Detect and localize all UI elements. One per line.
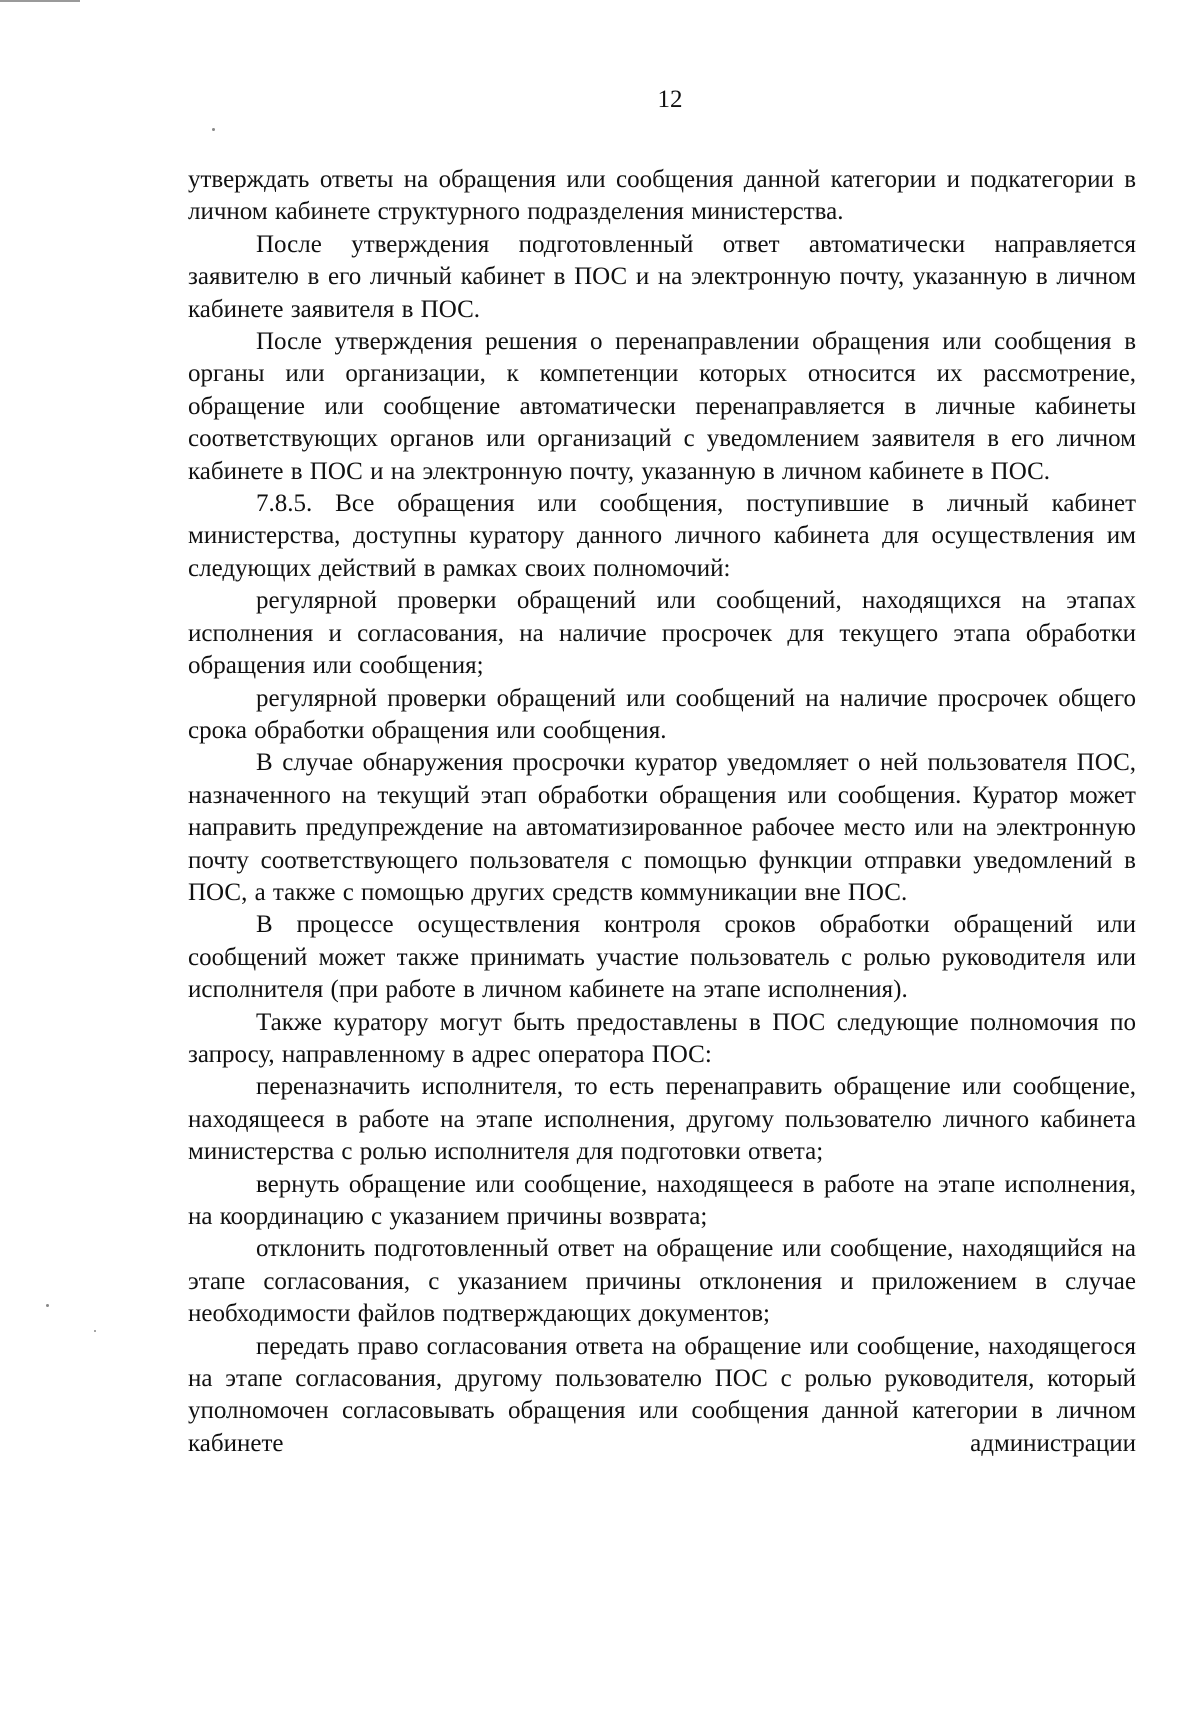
list-item-paragraph: передать право согласования ответа на обращение или сообщение, находящегося на этапе согласования, другому пользователю ПОС с ролью руководителя, который уполномочен согласовывать обращения или сообщения данной категории в личном кабинете администрации — [188, 1332, 1136, 1457]
scan-speck — [46, 1304, 49, 1307]
paragraph: После утверждения решения о перенаправлении обращения или сообщения в органы или организации, к компетенции которых относится их рассмотрение, обращение или сообщение автоматически перенаправляется в личные кабинеты соответствующих органов или организаций с уведомлением заявителя в его личном кабинете в ПОС и на электронную почту, указанную в личном кабинете в ПОС. — [188, 328, 1136, 485]
page-number: 12 — [657, 86, 683, 113]
paragraph: После утверждения подготовленный ответ автоматически направляется заявителю в его личный кабинет в ПОС и на электронную почту, указанную в личном кабинете заявителя в ПОС. — [188, 230, 1136, 323]
document-body — [188, 164, 1136, 1460]
list-item-paragraph: отклонить подготовленный ответ на обращение или сообщение, находящийся на этапе согласования, с указанием причины отклонения и приложением в случае необходимости файлов подтверждающих документов; — [188, 1235, 1136, 1328]
paragraph: В процессе осуществления контроля сроков обработки обращений или сообщений может также принимать участие пользователь с ролью руководителя или исполнителя (при работе в личном кабинете на этапе исполнения). — [188, 911, 1136, 1004]
section-paragraph-7-8-5: 7.8.5. Все обращения или сообщения, поступившие в личный кабинет министерства, доступны куратору данного личного кабинета для осуществления им следующих действий в рамках своих полномочий: — [188, 490, 1136, 582]
list-item-paragraph: регулярной проверки обращений или сообщений, находящихся на этапах исполнения и согласования, на наличие просрочек для текущего этапа обработки обращения или сообщения; — [188, 587, 1136, 680]
scan-speck — [212, 128, 215, 131]
list-item-paragraph: регулярной проверки обращений или сообщений на наличие просрочек общего срока обработки обращения или сообщения. — [188, 684, 1136, 744]
scan-speck — [94, 1330, 96, 1332]
list-item-paragraph: вернуть обращение или сообщение, находящееся в работе на этапе исполнения, на координацию с указанием причины возврата; — [188, 1170, 1136, 1230]
scan-edge-mark — [0, 0, 80, 2]
paragraph: утверждать ответы на обращения или сообщения данной категории и подкатегории в личном кабинете структурного подразделения министерства. — [188, 166, 1136, 226]
paragraph: В случае обнаружения просрочки куратор уведомляет о ней пользователя ПОС, назначенного на текущий этап обработки обращения или сообщения. Куратор может направить предупреждение на автоматизированное рабочее место или на электронную почту соответствующего пользователя с помощью функции отправки уведомлений в ПОС, а также с помощью других средств коммуникации вне ПОС. — [188, 749, 1136, 906]
list-item-paragraph: переназначить исполнителя, то есть перенаправить обращение или сообщение, находящееся в работе на этапе исполнения, другому пользователю личного кабинета министерства с ролью исполнителя для подготовки ответа; — [188, 1073, 1136, 1166]
paragraph: Также куратору могут быть предоставлены в ПОС следующие полномочия по запросу, направленному в адрес оператора ПОС: — [188, 1008, 1136, 1068]
